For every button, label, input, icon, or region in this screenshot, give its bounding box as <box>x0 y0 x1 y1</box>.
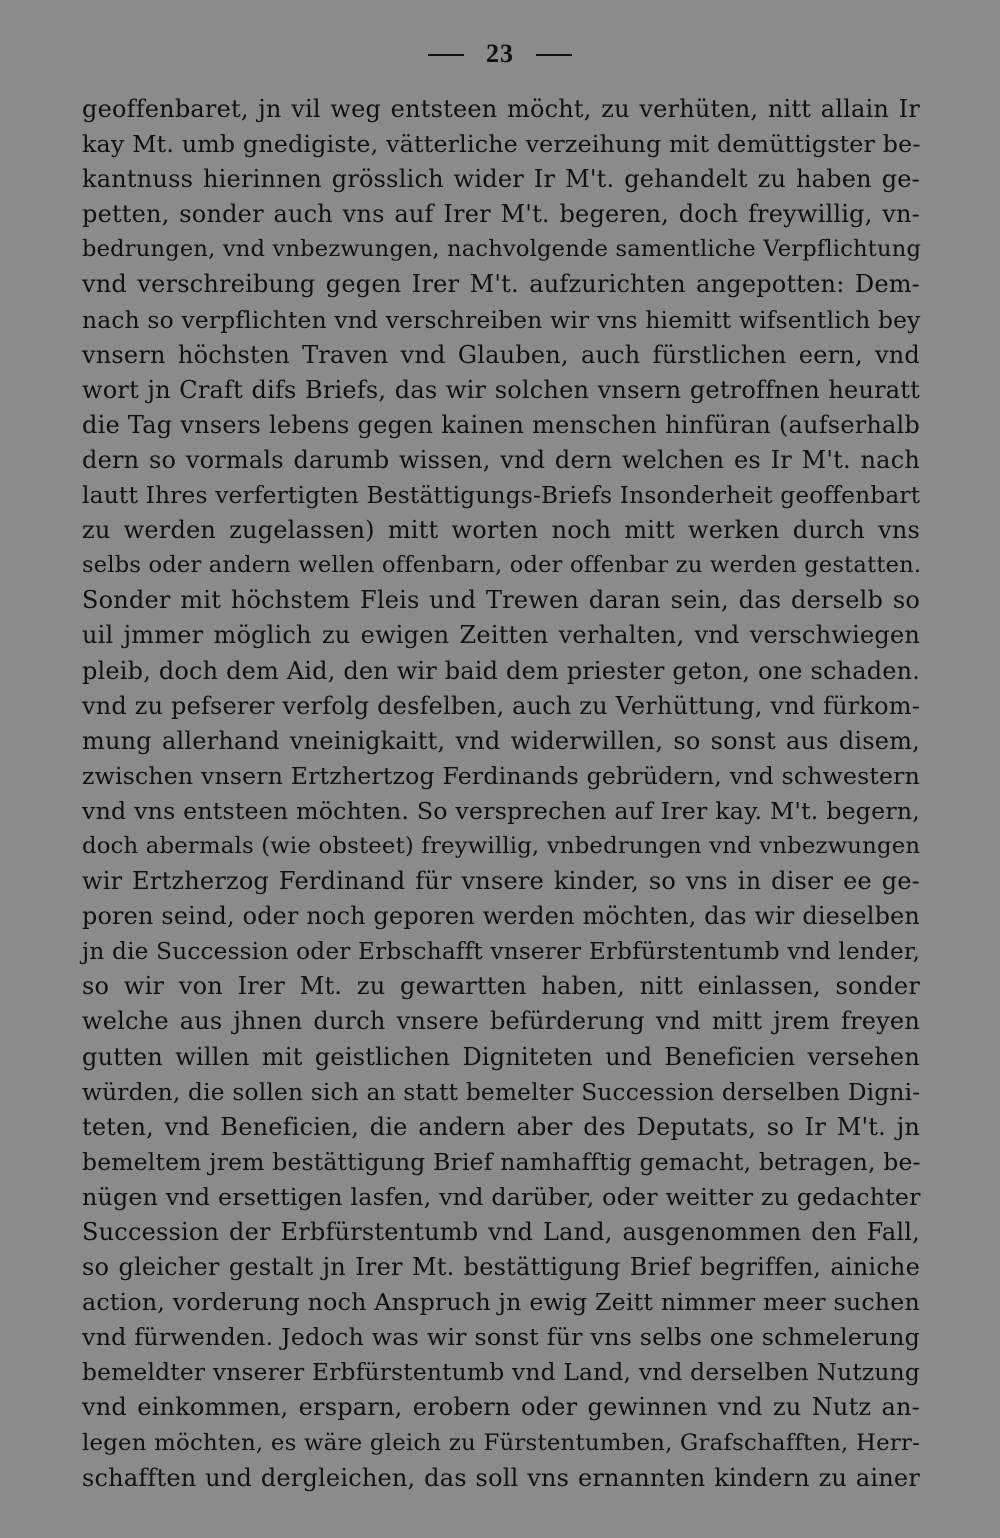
text-line: bedrungen, vnd vnbezwungen, nachvolgende samentliche Verpflichtung <box>82 236 922 263</box>
text-line: geoffenbaret, jn vil weg entsteen möcht, zu verhüten, nitt allain Ir <box>82 95 920 123</box>
text-line: bemeltem jrem bestättigung Brief namhafftig gemacht, betragen, be- <box>82 1147 921 1176</box>
text-line: dern so vormals darumb wissen, vnd dern welchen es Ir M't. nach <box>82 445 920 474</box>
text-line: nach so verpflichten vnd verschreiben wir vns hiemitt wifsentlich bey <box>82 305 921 334</box>
text-line: vnsern höchsten Traven vnd Glauben, auch fürstlichen eern, vnd <box>82 340 920 369</box>
text-line: die Tag vnsers lebens gegen kainen menschen hinfüran (aufserhalb <box>82 410 920 439</box>
text-line: mung allerhand vneinigkaitt, vnd widerwillen, so sonst aus disem, <box>82 726 920 755</box>
text-line: bemeldter vnserer Erbfürstentumb vnd Land, vnd derselben Nutzung <box>82 1358 920 1387</box>
text-line: würden, die sollen sich an statt bemelter Succession derselben Digni- <box>82 1078 921 1106</box>
text-line: gutten willen mit geistlichen Digniteten und Beneficien versehen <box>82 1042 920 1071</box>
text-line: so gleicher gestalt jn Irer Mt. bestättigung Brief begriffen, ainiche <box>82 1253 920 1282</box>
text-line: vnd verschreibung gegen Irer M't. aufzurichten angepotten: Dem- <box>82 270 920 299</box>
text-line: welche aus jhnen durch vnsere befürderung vnd mitt jrem freyen <box>82 1007 920 1036</box>
text-line: wort jn Craft difs Briefs, das wir solchen vnsern getroffnen heuratt <box>82 375 920 404</box>
text-line: uil jmmer möglich zu ewigen Zeitten verhalten, vnd verschwiegen <box>82 621 920 650</box>
text-line: teten, vnd Beneficien, die andern aber des Deputats, so Ir M't. jn <box>82 1112 920 1141</box>
text-line: Sonder mit höchstem Fleis und Trewen daran sein, das derselb so <box>82 586 920 615</box>
header-dash-right <box>536 54 572 56</box>
text-line: wir Ertzherzog Ferdinand für vnsere kinder, so vns in diser ee ge- <box>82 867 920 896</box>
text-line: Succession der Erbfürstentumb vnd Land, ausgenommen den Fall, <box>82 1218 920 1246</box>
text-line: kay Mt. umb gnedigiste, vätterliche verzeihung mit demüttigster be- <box>82 130 921 159</box>
text-line: petten, sonder auch vns auf Irer M't. begeren, doch freywillig, vn- <box>82 200 920 229</box>
page-header <box>0 34 1000 74</box>
text-line: zwischen vnsern Ertzhertzog Ferdinands gebrüdern, vnd schwestern <box>82 761 920 790</box>
text-line: nügen vnd ersettigen lasfen, vnd darüber, oder weitter zu gedachter <box>82 1182 921 1211</box>
text-line: vnd einkommen, ersparn, erobern oder gewinnen vnd zu Nutz an- <box>82 1393 920 1422</box>
text-line: so wir von Irer Mt. zu gewartten haben, nitt einlassen, sonder <box>82 972 920 1001</box>
text-line: zu werden zugelassen) mitt worten noch mitt werken durch vns <box>82 516 920 545</box>
text-line: pleib, doch dem Aid, den wir baid dem priester geton, one schaden. <box>82 656 921 685</box>
text-line: legen möchten, es wäre gleich zu Fürstentumben, Grafschafften, Herr- <box>82 1429 920 1456</box>
text-line: kantnuss hierinnen grösslich wider Ir M't. gehandelt zu haben ge- <box>82 165 920 194</box>
text-line: lautt Ihres verfertigten Bestättigungs-Briefs Insonderheit geoffenbart <box>82 482 921 510</box>
text-line: action, vorderung noch Anspruch jn ewig Zeitt nimmer meer suchen <box>82 1288 920 1317</box>
text-line: selbs oder andern wellen offenbarn, oder offenbar zu werden gestatten. <box>82 552 922 579</box>
text-line: vnd fürwenden. Jedoch was wir sonst für vns selbs one schmelerung <box>82 1323 920 1352</box>
text-line: doch abermals (wie obsteet) freywillig, vnbedrungen vnd vnbezwungen <box>82 832 921 859</box>
text-line: poren seind, oder noch geporen werden möchten, das wir dieselben <box>82 902 920 931</box>
text-line: schafften und dergleichen, das soll vns ernannten kindern zu ainer <box>82 1463 920 1492</box>
header-dash-left <box>428 54 464 56</box>
text-line: jn die Succession oder Erbschafft vnserer Erbfürstentumb vnd lender, <box>82 938 921 966</box>
text-line: vnd vns entsteen möchten. So versprechen auf Irer kay. M't. begern, <box>82 796 920 825</box>
body-text <box>82 92 920 1496</box>
page-number: 23 <box>486 39 514 68</box>
text-line: vnd zu pefserer verfolg desfelben, auch zu Verhüttung, vnd fürkom- <box>82 691 921 720</box>
